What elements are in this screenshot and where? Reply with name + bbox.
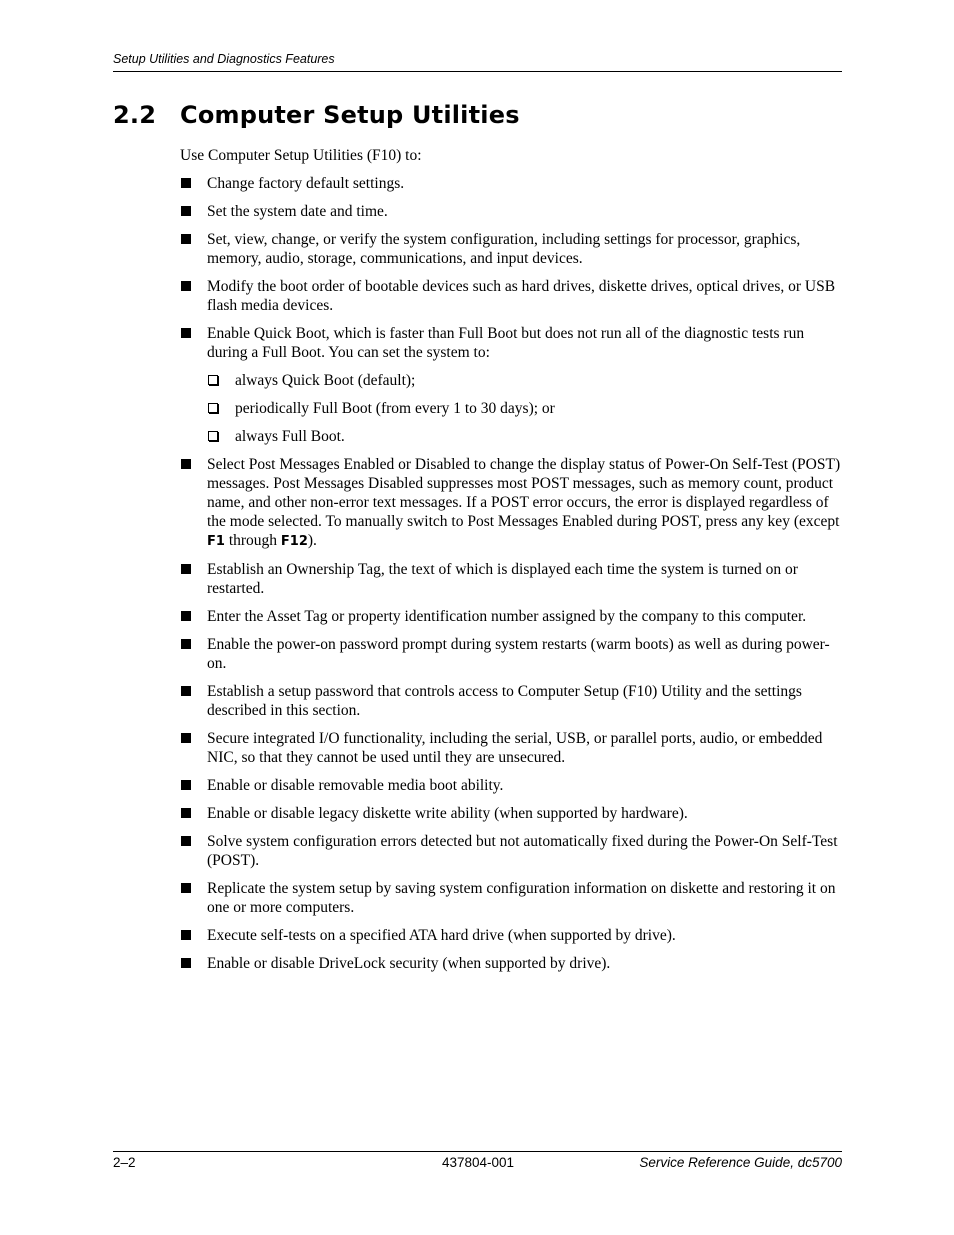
list-item bbox=[180, 804, 842, 823]
list-item bbox=[180, 832, 842, 870]
square-bullet-icon bbox=[181, 780, 191, 790]
list-item bbox=[180, 682, 842, 720]
square-bullet-icon bbox=[181, 733, 191, 743]
list-item-text: Set the system date and time. bbox=[207, 203, 388, 220]
page-number: 2–2 bbox=[113, 1155, 136, 1170]
square-bullet-icon bbox=[181, 564, 191, 574]
feature-list bbox=[180, 174, 842, 973]
list-item bbox=[180, 926, 842, 945]
list-item-text: Execute self-tests on a specified ATA hard drive (when supported by drive). bbox=[207, 927, 676, 944]
footer-rule bbox=[113, 1151, 842, 1152]
list-item bbox=[180, 954, 842, 973]
hollow-square-bullet-icon bbox=[208, 403, 218, 413]
list-item bbox=[180, 607, 842, 626]
post-messages-text bbox=[207, 456, 840, 549]
intro-paragraph: Use Computer Setup Utilities (F10) to: bbox=[180, 147, 422, 164]
list-item bbox=[180, 776, 842, 795]
list-item bbox=[180, 879, 842, 917]
square-bullet-icon bbox=[181, 808, 191, 818]
post-text-middle: through bbox=[224, 532, 281, 549]
section-body bbox=[180, 146, 842, 982]
section-title: Computer Setup Utilities bbox=[180, 101, 520, 129]
hollow-square-bullet-icon bbox=[208, 431, 218, 441]
document-number: 437804-001 bbox=[442, 1155, 515, 1170]
list-item-text: Set, view, change, or verify the system configuration, including settings for processor, graphics, memory, audio, storage, communications, and input devices. bbox=[207, 231, 801, 267]
list-item-text: Enable or disable legacy diskette write ability (when supported by hardware). bbox=[207, 805, 688, 822]
list-item bbox=[180, 324, 842, 446]
square-bullet-icon bbox=[181, 639, 191, 649]
sub-list-item-text: always Full Boot. bbox=[235, 428, 345, 445]
list-item-text: Enable the power-on password prompt during system restarts (warm boots) as well as during power-on. bbox=[207, 636, 830, 672]
sub-list-item bbox=[207, 427, 842, 446]
guide-title: Service Reference Guide, dc5700 bbox=[639, 1155, 842, 1170]
list-item-text: Replicate the system setup by saving system configuration information on diskette and restoring it on one or more computers. bbox=[207, 880, 836, 916]
list-item-text: Change factory default settings. bbox=[207, 175, 405, 192]
list-item bbox=[180, 729, 842, 767]
square-bullet-icon bbox=[181, 281, 191, 291]
square-bullet-icon bbox=[181, 958, 191, 968]
section-heading bbox=[113, 101, 520, 129]
post-text-before: Select Post Messages Enabled or Disabled to change the display status of Power-On Self-Test (POST) messages. Post Messages Disabled suppresses most POST messages, such as memory count, product name, and other non-error text messages. If a POST error occurs, the error is displayed regardless of the mode selected. To manually switch to Post Messages Enabled during POST, press any key (except bbox=[207, 456, 841, 530]
key-f12: F12 bbox=[280, 534, 308, 549]
list-item bbox=[180, 455, 842, 551]
key-f1: F1 bbox=[207, 534, 225, 549]
list-item bbox=[180, 277, 842, 315]
section-number: 2.2 bbox=[113, 101, 157, 129]
list-item-text: Enable Quick Boot, which is faster than Full Boot but does not run all of the diagnostic tests run during a Full Boot. You can set the system to: bbox=[207, 325, 805, 361]
running-header: Setup Utilities and Diagnostics Features bbox=[113, 52, 335, 66]
list-item bbox=[180, 635, 842, 673]
square-bullet-icon bbox=[181, 883, 191, 893]
list-item-text: Establish a setup password that controls access to Computer Setup (F10) Utility and the settings described in this section. bbox=[207, 683, 802, 719]
square-bullet-icon bbox=[181, 459, 191, 469]
square-bullet-icon bbox=[181, 836, 191, 846]
post-text-after: ). bbox=[307, 532, 317, 549]
list-item bbox=[180, 560, 842, 598]
list-item bbox=[180, 230, 842, 268]
square-bullet-icon bbox=[181, 178, 191, 188]
hollow-square-bullet-icon bbox=[208, 375, 218, 385]
square-bullet-icon bbox=[181, 234, 191, 244]
sub-list-item bbox=[207, 371, 842, 390]
list-item-text: Enable or disable removable media boot ability. bbox=[207, 777, 504, 794]
square-bullet-icon bbox=[181, 686, 191, 696]
list-item bbox=[180, 174, 842, 193]
sub-list-item-text: always Quick Boot (default); bbox=[235, 372, 416, 389]
square-bullet-icon bbox=[181, 930, 191, 940]
list-item-text: Modify the boot order of bootable devices such as hard drives, diskette drives, optical drives, or USB flash media devices. bbox=[207, 278, 836, 314]
square-bullet-icon bbox=[181, 328, 191, 338]
list-item-text: Secure integrated I/O functionality, including the serial, USB, or parallel ports, audio, or embedded NIC, so that they cannot be used until they are unsecured. bbox=[207, 730, 823, 766]
list-item-text: Enter the Asset Tag or property identification number assigned by the company to this computer. bbox=[207, 608, 807, 625]
list-item bbox=[180, 202, 842, 221]
quick-boot-options bbox=[207, 371, 842, 446]
list-item-text: Solve system configuration errors detected but not automatically fixed during the Power-On Self-Test (POST). bbox=[207, 833, 838, 869]
list-item-text: Establish an Ownership Tag, the text of which is displayed each time the system is turned on or restarted. bbox=[207, 561, 798, 597]
square-bullet-icon bbox=[181, 611, 191, 621]
square-bullet-icon bbox=[181, 206, 191, 216]
sub-list-item bbox=[207, 399, 842, 418]
header-rule bbox=[113, 71, 842, 72]
sub-list-item-text: periodically Full Boot (from every 1 to 30 days); or bbox=[235, 400, 555, 417]
list-item-text: Enable or disable DriveLock security (when supported by drive). bbox=[207, 955, 611, 972]
